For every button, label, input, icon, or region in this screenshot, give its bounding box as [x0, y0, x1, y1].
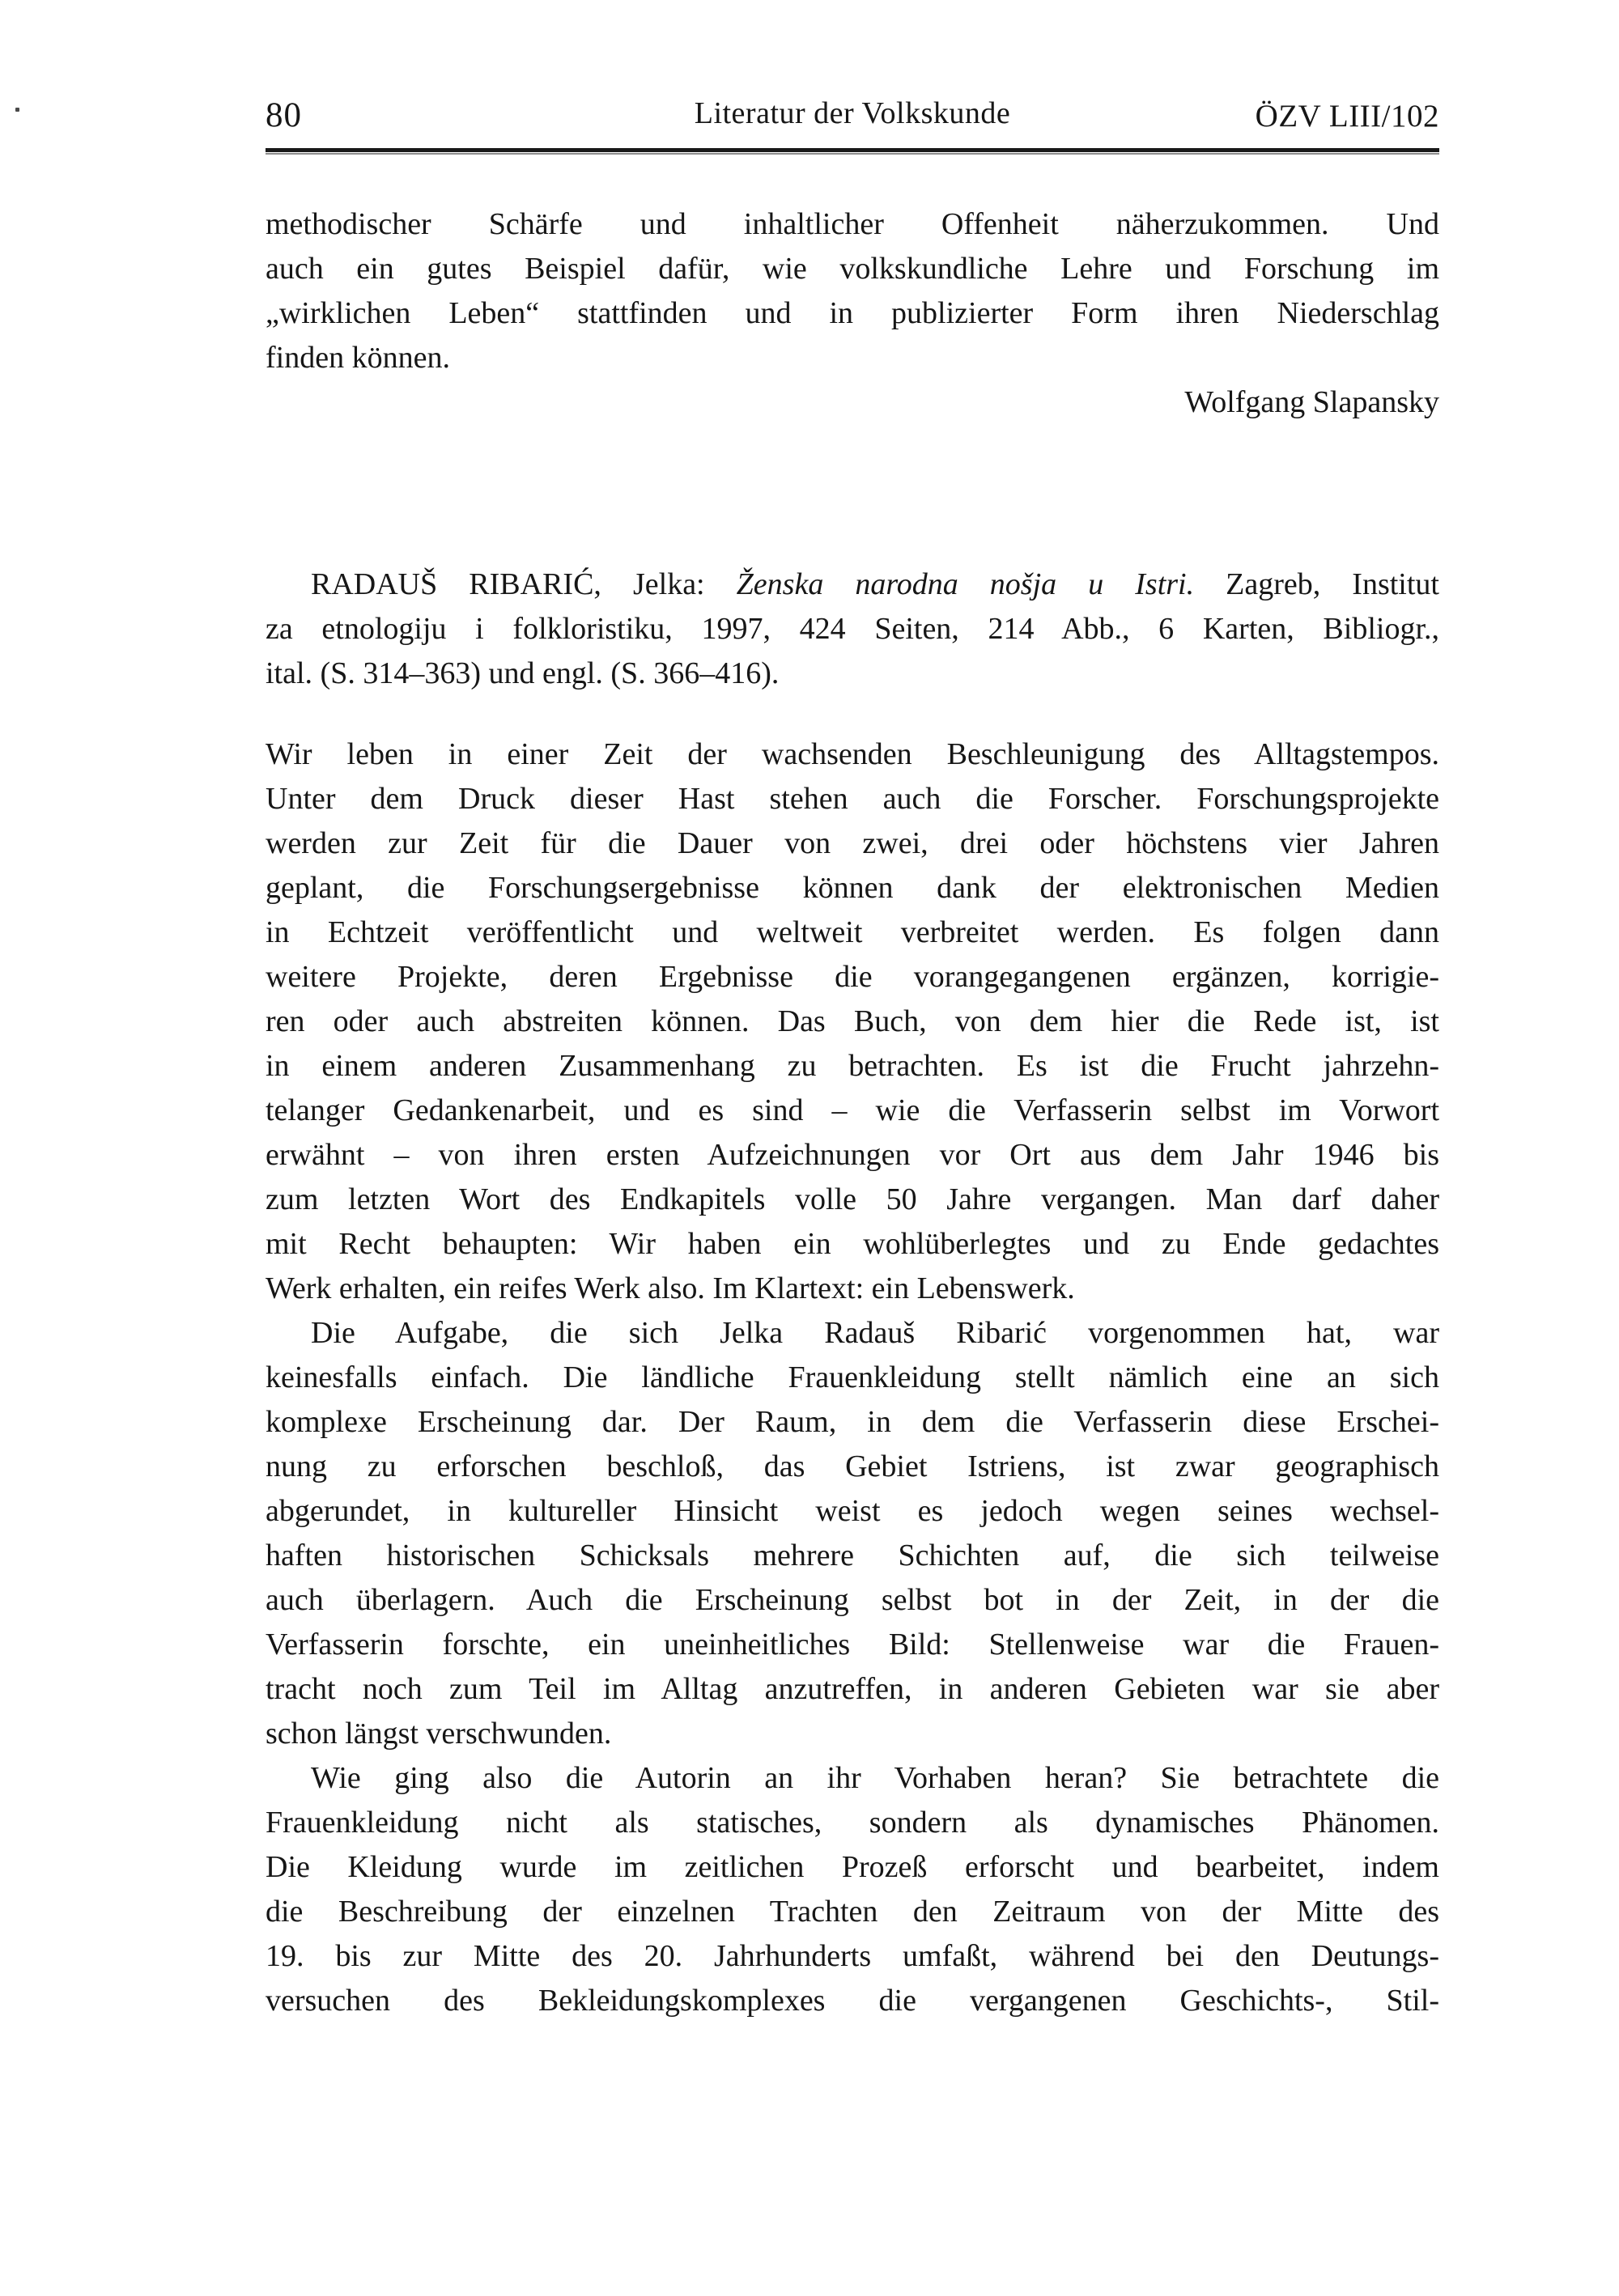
- text-segment: komplexe Erscheinung dar. Der Raum, in dem die Verfasserin diese Erschei-: [266, 1405, 1439, 1439]
- text-segment: zum letzten Wort des Endkapitels volle 50 Jahre vergangen. Man darf daher: [266, 1182, 1439, 1216]
- text-line: [266, 336, 1439, 380]
- text-line: [266, 1845, 1439, 1890]
- text-segment: in Echtzeit veröffentlicht und weltweit verbreitet werden. Es folgen dann: [266, 915, 1439, 949]
- text-line: [266, 1044, 1439, 1089]
- book-title-italic: Ženska narodna nošja u Istri.: [736, 567, 1195, 601]
- text-line: [266, 1534, 1439, 1578]
- text-segment: auch ein gutes Beispiel dafür, wie volkskundliche Lehre und Forschung im: [266, 252, 1439, 286]
- text-line: [266, 1089, 1439, 1133]
- text-segment: Die Aufgabe, die sich Jelka Radauš Ribarić vorgenommen hat, war: [311, 1316, 1439, 1350]
- text-block: [266, 202, 1439, 2023]
- signature: Wolfgang Slapansky: [1184, 385, 1439, 419]
- text-segment: za etnologiju i folkloristiku, 1997, 424 Seiten, 214 Abb., 6 Karten, Bibliogr.,: [266, 612, 1439, 646]
- text-line: [266, 999, 1439, 1044]
- text-segment: telanger Gedankenarbeit, und es sind – wie die Verfasserin selbst im Vorwort: [266, 1093, 1439, 1127]
- text-segment: schon längst verschwunden.: [266, 1717, 612, 1751]
- text-line: [266, 1133, 1439, 1178]
- text-segment: ital. (S. 314–363) und engl. (S. 366–416).: [266, 656, 780, 690]
- text-line: [266, 1979, 1439, 2023]
- header-rule-thick-line: [266, 148, 1439, 152]
- text-line: [266, 247, 1439, 291]
- header-rule-thin-line: [266, 153, 1439, 155]
- text-segment: finden können.: [266, 341, 450, 375]
- text-line: [266, 1667, 1439, 1712]
- text-line: [266, 1178, 1439, 1222]
- text-line: [266, 1801, 1439, 1845]
- text-line: [266, 1267, 1439, 1311]
- text-segment: Werk erhalten, ein reifes Werk also. Im Klartext: ein Lebenswerk.: [266, 1271, 1075, 1305]
- text-segment: tracht noch zum Teil im Alltag anzutreffen, in anderen Gebieten war sie aber: [266, 1672, 1439, 1706]
- text-line: [266, 202, 1439, 247]
- text-segment: auch überlagern. Auch die Erscheinung selbst bot in der Zeit, in der die: [266, 1583, 1439, 1617]
- text-segment: „wirklichen Leben“ stattfinden und in publizierter Form ihren Niederschlag: [266, 296, 1439, 330]
- text-segment: abgerundet, in kultureller Hinsicht weist es jedoch wegen seines wechsel-: [266, 1494, 1439, 1528]
- text-segment: keinesfalls einfach. Die ländliche Frauenkleidung stellt nämlich eine an sich: [266, 1360, 1439, 1394]
- text-segment: in einem anderen Zusammenhang zu betrachten. Es ist die Frucht jahrzehn-: [266, 1049, 1439, 1083]
- text-segment: Wir leben in einer Zeit der wachsenden Beschleunigung des Alltagstempos.: [266, 737, 1439, 771]
- header-rule: [266, 148, 1439, 155]
- text-segment: Unter dem Druck dieser Hast stehen auch die Forscher. Forschungsprojekte: [266, 782, 1439, 816]
- paragraph-continuation: [266, 202, 1439, 380]
- text-segment: RADAUŠ RIBARIĆ, Jelka:: [311, 567, 737, 601]
- running-head: [266, 95, 1439, 135]
- text-line: [266, 777, 1439, 821]
- paragraph-aufgabe: [266, 1311, 1439, 1756]
- text-line: [266, 651, 1439, 696]
- text-segment: Die Kleidung wurde im zeitlichen Prozeß erforscht und bearbeitet, indem: [266, 1850, 1439, 1884]
- text-segment: methodischer Schärfe und inhaltlicher Offenheit näherzukommen. Und: [266, 207, 1439, 241]
- text-segment: haften historischen Schicksals mehrere Schichten auf, die sich teilweise: [266, 1538, 1439, 1572]
- text-line: [266, 562, 1439, 607]
- text-line: [266, 1712, 1439, 1756]
- text-segment: ren oder auch abstreiten können. Das Buch, von dem hier die Rede ist, ist: [266, 1004, 1439, 1038]
- text-segment: Zagreb, Institut: [1194, 567, 1439, 601]
- text-line: [266, 732, 1439, 777]
- text-line: [266, 1311, 1439, 1356]
- running-head-title: Literatur der Volkskunde: [694, 96, 1011, 130]
- text-line: [266, 1934, 1439, 1979]
- bibliography-entry: [266, 562, 1439, 696]
- text-line: [266, 910, 1439, 955]
- text-segment: die Beschreibung der einzelnen Trachten den Zeitraum von der Mitte des: [266, 1895, 1439, 1929]
- text-segment: versuchen des Bekleidungskomplexes die vergangenen Geschichts-, Stil-: [266, 1984, 1439, 2018]
- text-segment: Wie ging also die Autorin an ihr Vorhaben heran? Sie betrachtete die: [311, 1761, 1439, 1795]
- text-line: [266, 1756, 1439, 1801]
- journal-issue-label: ÖZV LIII/102: [1255, 99, 1439, 134]
- text-line: [266, 607, 1439, 651]
- scan-speck-artifact: [15, 108, 19, 112]
- text-line: [266, 1445, 1439, 1489]
- text-segment: geplant, die Forschungsergebnisse können dank der elektronischen Medien: [266, 871, 1439, 905]
- paragraph-alltagstempo: [266, 732, 1439, 1311]
- text-line: [266, 1222, 1439, 1267]
- text-segment: werden zur Zeit für die Dauer von zwei, drei oder höchstens vier Jahren: [266, 826, 1439, 860]
- text-segment: nung zu erforschen beschloß, das Gebiet Istriens, ist zwar geographisch: [266, 1449, 1439, 1483]
- text-line: [266, 1489, 1439, 1534]
- text-segment: weitere Projekte, deren Ergebnisse die vorangegangenen ergänzen, korrigie-: [266, 960, 1439, 994]
- text-segment: 19. bis zur Mitte des 20. Jahrhunderts umfaßt, während bei den Deutungs-: [266, 1939, 1439, 1973]
- text-segment: Frauenkleidung nicht als statisches, sondern als dynamisches Phänomen.: [266, 1806, 1439, 1840]
- text-line: [266, 955, 1439, 999]
- paragraph-vorgehen: [266, 1756, 1439, 2023]
- text-segment: mit Recht behaupten: Wir haben ein wohlüberlegtes und zu Ende gedachtes: [266, 1227, 1439, 1261]
- text-line: [266, 1356, 1439, 1400]
- text-line: [266, 866, 1439, 910]
- text-line: [266, 1623, 1439, 1667]
- page-number: 80: [266, 96, 302, 134]
- text-line: [266, 1400, 1439, 1445]
- text-line: [266, 1578, 1439, 1623]
- text-line: [266, 1890, 1439, 1934]
- text-line: [266, 291, 1439, 336]
- text-line: [266, 821, 1439, 866]
- text-segment: Verfasserin forschte, ein uneinheitliches Bild: Stellenweise war die Frauen-: [266, 1628, 1439, 1662]
- text-segment: erwähnt – von ihren ersten Aufzeichnungen vor Ort aus dem Jahr 1946 bis: [266, 1138, 1439, 1172]
